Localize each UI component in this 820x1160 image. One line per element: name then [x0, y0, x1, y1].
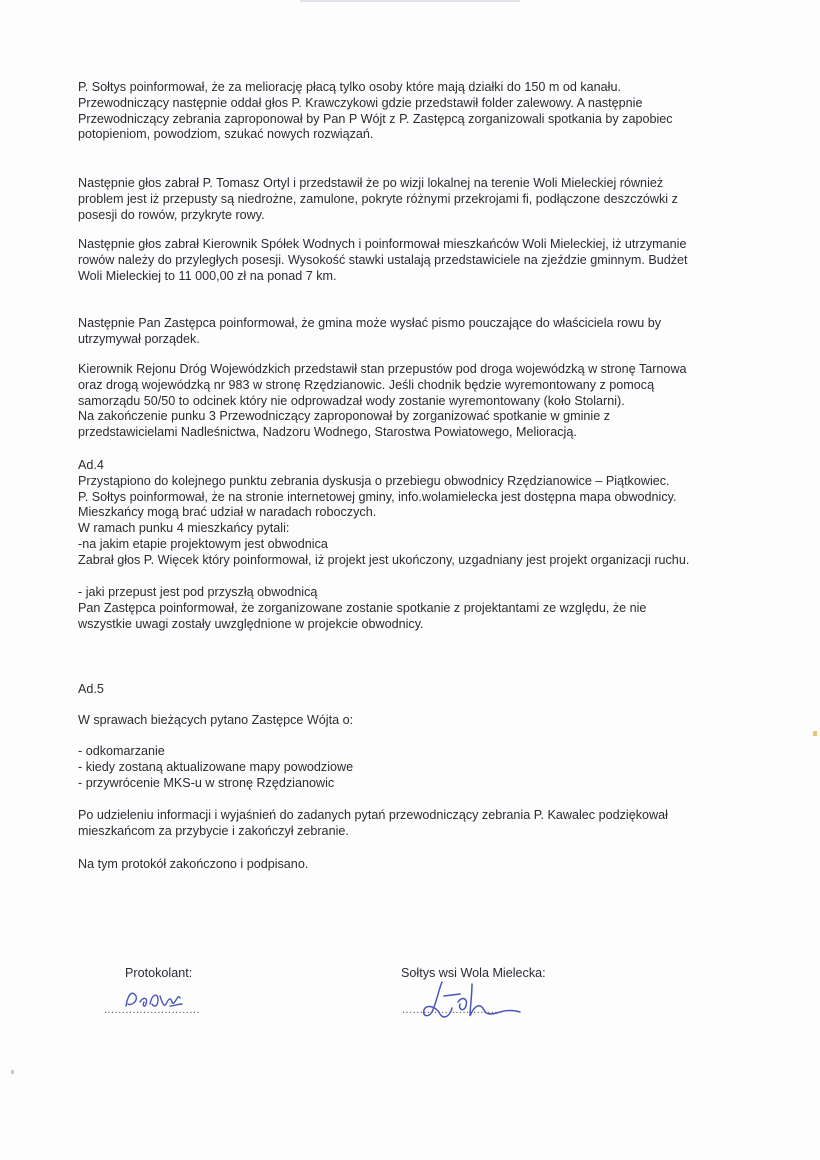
text-line: rowów należy do przyległych posesji. Wysokość stawki ustalają przedstawiciele na zjeździe gminnym. Budżet: [78, 252, 688, 267]
text-line: samorządu 50/50 to odcinek który nie odprowadzał wody zostanie wyremontowany (koło Stolarni).: [78, 393, 625, 408]
text-line: Po udzieleniu informacji i wyjaśnień do zadanych pytań przewodniczący zebrania P. Kawalec podziękował: [78, 808, 668, 822]
text-line: oraz drogą wojewódzką nr 983 w stronę Rzędzianowic. Jeśli chodnik będzie wyremontowany z pomocą: [78, 377, 655, 392]
paragraph-thanks: [78, 808, 736, 840]
question-list: [78, 744, 736, 791]
text-line: Następnie głos zabrał Kierownik Spółek Wodnych i poinformował mieszkańców Woli Mieleckiej, iż utrzymanie: [78, 237, 687, 251]
text-line: Na tym protokół zakończono i podpisano.: [78, 857, 309, 871]
text-line: Kierownik Rejonu Dróg Wojewódzkich przedstawił stan przepustów pod droga wojewódzką w stronę Tarnowa: [78, 362, 687, 376]
text-line: W ramach punku 4 mieszkańcy pytali:: [78, 521, 290, 536]
village-head-signature: [414, 976, 524, 1024]
text-line: przedstawicielami Nadleśnictwa, Nadzoru Wodnego, Starostwa Powiatowego, Melioracją.: [78, 425, 577, 440]
recorder-signature-line: ...........................: [104, 1004, 201, 1016]
recorder-label: Protokolant:: [125, 966, 193, 980]
scan-mark: [813, 731, 817, 736]
scan-edge: [300, 0, 520, 2]
village-head-label: Sołtys wsi Wola Mielecka:: [401, 966, 546, 980]
village-head-signature-line: ...........................: [402, 1004, 499, 1016]
section-ad4: [78, 458, 736, 569]
text-line: - jaki przepust jest pod przyszłą obwodnicą: [78, 585, 318, 599]
text-line: potopieniom, powodziom, szukać nowych rozwiązań.: [78, 127, 374, 142]
section-ad5-heading: [78, 682, 736, 698]
paragraph-road-manager: [78, 362, 736, 441]
text-line: Przystąpiono do kolejnego punktu zebrania dyskusja o przebiegu obwodnicy Rzędzianowice – Piątkowiec.: [78, 473, 670, 488]
list-item: - kiedy zostaną aktualizowane mapy powodziowe: [78, 759, 354, 774]
paragraph-current-matters: [78, 713, 736, 729]
text-line: Na zakończenie punku 3 Przewodniczący zaproponował by zorganizować spotkanie w gminie z: [78, 409, 611, 424]
list-item: - odkomarzanie: [78, 744, 165, 758]
list-item: - przywrócenie MKS-u w stronę Rzędzianowic: [78, 775, 335, 790]
text-line: W sprawach bieżących pytano Zastępce Wójta o:: [78, 713, 354, 727]
text-line: posesji do rowów, przykryte rowy.: [78, 207, 265, 222]
text-line: Następnie Pan Zastępca poinformował, że gmina może wysłać pismo pouczające do właściciela rowu by: [78, 316, 662, 330]
recorder-signature: [118, 984, 198, 1016]
paragraph-ortyl: [78, 176, 736, 223]
paragraph-closing: [78, 857, 736, 873]
text-line: Przewodniczący zebrania zaproponował by Pan P Wójt z P. Zastępcą zorganizowali spotkania by zapobiec: [78, 111, 673, 126]
text-line: Woli Mieleckiej to 11 000,00 zł na ponad 7 km.: [78, 268, 337, 283]
paragraph-meliorations: [78, 80, 736, 143]
text-line: Pan Zastępca poinformował, że zorganizowane zostanie spotkanie z projektantami ze względu, że nie: [78, 600, 647, 615]
text-line: P. Sołtys poinformował, że za meliorację płacą tylko osoby które mają działki do 150 m od kanału.: [78, 80, 621, 94]
paragraph-water-companies: [78, 237, 736, 284]
text-line: -na jakim etapie projektowym jest obwodnica: [78, 536, 328, 551]
paragraph-culvert: [78, 585, 736, 632]
section-heading: Ad.4: [78, 458, 104, 472]
text-line: Następnie głos zabrał P. Tomasz Ortyl i przedstawił że po wizji lokalnej na terenie Woli Mieleckiej również: [78, 176, 664, 190]
text-line: problem jest iż przepusty są niedrożne, zamulone, pokryte różnymi przekrojami fi, podłączone deszczówki z: [78, 191, 678, 206]
text-line: Zabrał głos P. Więcek który poinformował, iż projekt jest ukończony, uzgadniany jest projekt organizacji ruchu.: [78, 552, 690, 567]
scan-mark: [11, 1070, 14, 1074]
text-line: wszystkie uwagi zostały uwzględnione w projekcie obwodnicy.: [78, 616, 424, 631]
text-line: Mieszkańcy mogą brać udział w naradach roboczych.: [78, 505, 377, 520]
text-line: mieszkańcom za przybycie i zakończył zebranie.: [78, 823, 349, 838]
text-line: Przewodniczący następnie oddał głos P. Krawczykowi gdzie przedstawił folder zalewowy. A następnie: [78, 95, 643, 110]
paragraph-deputy-letter: [78, 316, 736, 348]
text-line: utrzymywał porządek.: [78, 331, 200, 346]
section-heading: Ad.5: [78, 682, 104, 696]
text-line: P. Sołtys poinformował, że na stronie internetowej gminy, info.wolamielecka jest dostępna mapa obwodnicy.: [78, 489, 677, 504]
